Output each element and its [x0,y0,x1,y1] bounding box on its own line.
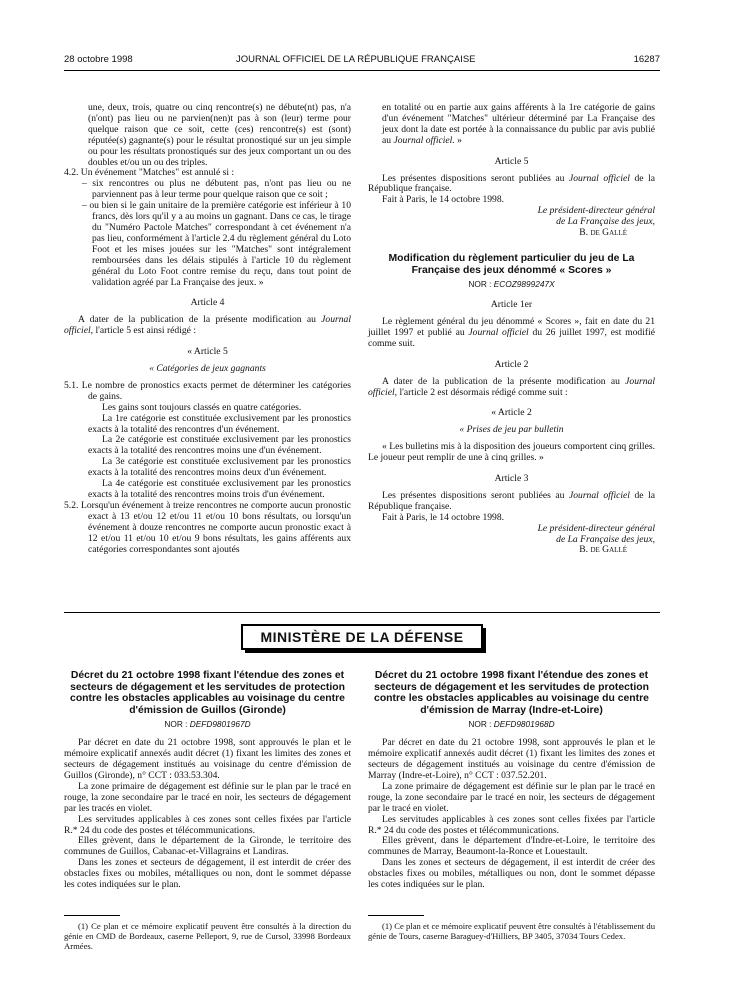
article-5-text: Les présentes dispositions seront publiées au Journal officiel de la République française. [368,172,655,195]
header-page-number: 16287 [633,54,660,65]
decree-guillos-p5: Dans les zones et secteurs de dégagement, il est interdit de créer des obstacles fixes ou mobiles, métalliques ou non, dont le sommet dépasse les cotes indiquées sur le plan. [64,857,351,891]
bullet-2: – ou bien si le gain unitaire de la première catégorie est inférieur à 10 francs, dès lors qu'il y a au moins un gagnant. Dans ce cas, le tirage du "Numéro Pactole Matches" correspondant à cet événement n'a pas lieu, conformément à l'article 2.4 du règlement général du Loto Foot et les mises jouées sur les "Matches" sont intégralement remboursées dans les délais stipulés à l'article 10 du règlement général du Loto Foot contre remise du reçu, dans tout point de validation agréé par La Française des jeux. » [82,200,351,288]
footnote-marray: (1) Ce plan et ce mémoire explicatif peuvent être consultés à l'établissement du génie de Tours, caserne Baraguey-d'Hilliers, BP 3405, 37034 Tours Cedex. [368,921,655,941]
decree-marray-title: Décret du 21 octobre 1998 fixant l'étendue des zones et secteurs de dégagement et les servitudes de protection contre les obstacles applicables au voisinage du centre d'émission de Marray (Indre-et-Loire) [374,670,649,716]
decree-marray [368,670,655,891]
footnote-rule-right [368,915,424,916]
section-5-1-b: Les gains sont toujours classés en quatre catégories. [102,401,302,413]
section-5-1-c: La 1re catégorie est constituée exclusivement par les pronostics exacts à la totalité des rencontres d'un événement. [88,412,351,435]
right-column [368,103,655,556]
decree-marray-p1: Par décret en date du 21 octobre 1998, sont approuvés le plan et le mémoire explicatif annexés audit décret (1) fixant les limites des zones et secteurs de dégagement institués au voisinage du centre d'émission de Marray (Indre-et-Loire), n° CCT : 037.52.201. [368,737,655,781]
decree-marray-p5: Dans les zones et secteurs de dégagement, il est interdit de créer des obstacles fixes ou mobiles, métalliques ou non, dont le sommet dépasse les cotes indiquées sur le plan. [368,857,655,891]
section-5-1: 5.1. Le nombre de pronostics exacts permet de déterminer les catégories de gains. [64,379,351,402]
continuation-text: une, deux, trois, quatre ou cinq rencontre(s) ne débute(nt) pas, n'a (n'ont) pas lieu ou ne parvien(nen)t pas à son (leur) terme pour quelque raison que ce soit, cette (ces) rencontre(s) est (sont) réputée(s) gagnante(s) pour le résultat pronostiqué sur un jeu simple ou pour les résultats pronostiqués sur des jeux comportant un ou des doubles et/ou un ou des triples. [88,102,351,168]
signature-org-2: de La Française des jeux, [556,533,655,545]
section-5-1-e: La 3e catégorie est constituée exclusivement par les pronostics exacts à la totalité des rencontres moins deux d'un événement. [88,456,351,479]
article-5-heading: Article 5 [494,155,529,167]
signature-title: Le président-directeur général [537,205,655,217]
page-header [64,52,660,71]
article-3-text: Les présentes dispositions seront publiées au Journal officiel de la République française. [368,489,655,512]
decree-guillos-p4: Elles grèvent, dans le département de la Gironde, le territoire des communes de Guillos, Cabanac-et-Villagrains et Landiras. [64,835,351,858]
header-date: 28 octobre 1998 [64,54,133,65]
signature-name-2: B. de Gallé [579,544,627,556]
left-column [64,103,351,555]
article-5-subheading: « Catégories de jeux gagnants [149,363,266,375]
section-5-1-d: La 2e catégorie est constituée exclusivement par les pronostics exacts à la totalité des rencontres moins une d'un événement. [88,434,351,457]
article-2-heading: Article 2 [494,358,529,370]
signature-name: B. de Gallé [579,227,627,239]
signature-title-2: Le président-directeur général [537,522,655,534]
ministry-heading: MINISTÈRE DE LA DÉFENSE [241,624,483,650]
fait-a-paris: Fait à Paris, le 14 octobre 1998. [382,194,505,206]
header-title: JOURNAL OFFICIEL DE LA RÉPUBLIQUE FRANÇAISE [236,54,476,65]
article-4-text: A dater de la publication de la présente modification au Journal officiel, l'article 5 est ainsi rédigé : [64,314,351,337]
signature-org: de La Française des jeux, [556,216,655,228]
decree-guillos-nor: NOR : DEFD9801967D [164,719,251,730]
article-1-heading: Article 1er [490,299,533,311]
decree-guillos-p2: La zone primaire de dégagement est définie sur le plan par le tracé en rouge, la zone secondaire par le tracé en noir, les secteurs de dégagement par les tracés en violet. [64,780,351,814]
article-2-quote-heading: « Article 2 [491,407,532,419]
article-1-text: Le règlement général du jeu dénommé « Scores », fait en date du 21 juillet 1997 et publié au Journal officiel du 26 juillet 1997, est modifié comme suit. [368,315,655,349]
section-divider [64,612,660,613]
decree-marray-nor: NOR : DEFD9801968D [468,719,555,730]
footnote-rule-left [64,915,120,916]
article-5-quote-heading: « Article 5 [187,346,228,358]
fait-a-paris-2: Fait à Paris, le 14 octobre 1998. [382,511,505,523]
article-3-heading: Article 3 [494,473,529,485]
article-2-text: A dater de la publication de la présente modification au Journal officiel, l'article 2 est désormais rédigé comme suit : [368,375,655,398]
decree-guillos-p1: Par décret en date du 21 octobre 1998, sont approuvés le plan et le mémoire explicatif annexés audit décret (1) fixant les limites des zones et secteurs de dégagement institués au voisinage du centre d'émission de Guillos (Gironde), n° CCT : 033.53.304. [64,737,351,781]
section-5-2: 5.2. Lorsqu'un événement à treize rencontres ne comporte aucun pronostic exact à 13 et/ou 12 et/ou 11 et/ou 10 bons résultats, ou lorsqu'un événement à douze rencontres ne comporte aucun pronostic exact à 12 et/ou 11 et/ou 10 et/ou 9 bons résultats, les gains afférents aux catégories correspondantes sont ajoutés [64,499,351,555]
article-2-quote-text: « Les bulletins mis à la disposition des joueurs comportent cinq grilles. Le joueur peut remplir de une à cinq grilles. » [368,441,655,464]
bullet-1: – six rencontres ou plus ne débutent pas, n'ont pas lieu ou ne parviennent pas à leur terme pour quelque raison que ce soit ; [82,178,351,201]
footnote-guillos: (1) Ce plan et ce mémoire explicatif peuvent être consultés à la direction du génie en CMD de Bordeaux, caserne Pelleport, 9, rue de Cursol, 33998 Bordeaux Armées. [64,921,351,951]
article-4-heading: Article 4 [190,297,225,309]
section-4-2: 4.2. Un événement "Matches" est annulé si : [64,167,235,179]
decree-guillos [64,670,351,891]
decree-marray-p4: Elles grèvent, dans le département d'Indre-et-Loire, le territoire des communes de Marray, Beaumont-la-Ronce et Louestault. [368,835,655,858]
scores-title: Modification du règlement particulier du jeu de La Française des jeux dénommé « Scores » [388,252,635,276]
article-2-subheading: « Prises de jeu par bulletin [459,424,564,436]
continuation-text-right: en totalité ou en partie aux gains afférents à la 1re catégorie de gains d'un événement "Matches" ultérieur déterminé par La Française des jeux dont la date est portée à la connaissance du public par avis publié au Journal officiel. » [382,102,655,146]
decree-guillos-p3: Les servitudes applicables à ces zones sont celles fixées par l'article R.* 24 du code des postes et télécommunications. [64,813,351,836]
decree-marray-p2: La zone primaire de dégagement est définie sur le plan par le tracé en rouge, la zone secondaire par le tracé en noir, les secteurs de dégagement par le tracé en violet. [368,780,655,814]
decree-marray-p3: Les servitudes applicables à ces zones sont celles fixées par l'article R.* 24 du code des postes et télécommunications. [368,813,655,836]
decree-guillos-title: Décret du 21 octobre 1998 fixant l'étendue des zones et secteurs de dégagement et les servitudes de protection contre les obstacles applicables au voisinage du centre d'émission de Guillos (Gironde) [70,670,345,716]
scores-nor: NOR : ECOZ9899247X [468,279,555,290]
section-5-1-f: La 4e catégorie est constituée exclusivement par les pronostics exacts à la totalité des rencontres moins trois d'un événement. [88,478,351,500]
